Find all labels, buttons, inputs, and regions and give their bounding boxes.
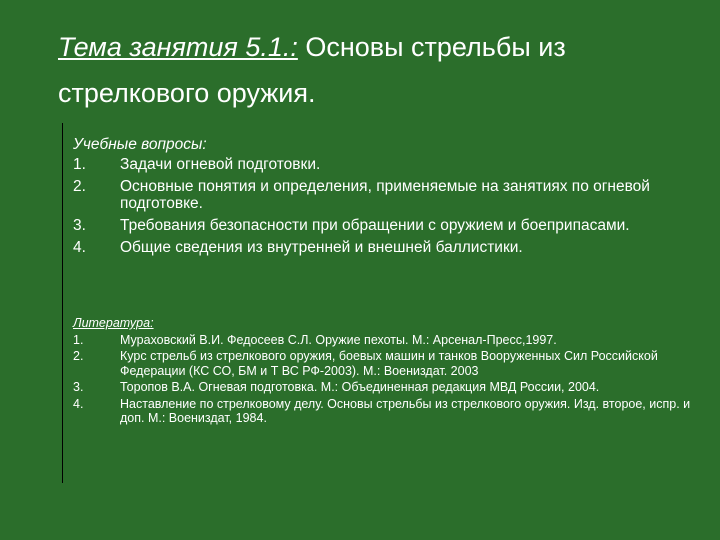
vertical-divider (62, 123, 63, 483)
question-text: Основные понятия и определения, применяемые на занятиях по огневой подготовке. (120, 178, 650, 212)
literature-number: 2. (73, 349, 84, 363)
question-item (73, 178, 693, 212)
question-item (73, 239, 693, 256)
question-item (73, 156, 693, 173)
question-number: 2. (73, 178, 86, 195)
literature-text: Наставление по стрелковому делу. Основы стрельбы из стрелкового оружия. Изд. второе, испр. и доп. М.: Воениздат, 1984. (120, 396, 691, 425)
literature-text: Мураховский В.И. Федосеев С.Л. Оружие пехоты. М.: Арсенал-Пресс,1997. (120, 332, 557, 347)
question-text: Задачи огневой подготовки. (120, 156, 321, 173)
questions-section (73, 136, 693, 261)
literature-number: 3. (73, 380, 84, 394)
literature-item (73, 380, 703, 395)
literature-item (73, 349, 703, 378)
title-text: Основы стрельбы из стрелкового оружия. (58, 32, 566, 108)
literature-number: 1. (73, 332, 84, 347)
question-text: Требования безопасности при обращении с оружием и боеприпасами. (120, 217, 630, 234)
literature-heading: Литература: (73, 316, 154, 330)
literature-item (73, 397, 703, 426)
literature-section (73, 316, 703, 428)
question-number: 3. (73, 217, 86, 234)
literature-text: Курс стрельб из стрелкового оружия, боевых машин и танков Вооруженных Сил Российской Федерации (КС СО, БМ и Т ВС РФ-2003). М.: Воениздат. 2003 (120, 349, 658, 378)
slide-title (58, 24, 698, 116)
question-number: 4. (73, 239, 86, 256)
literature-text: Торопов В.А. Огневая подготовка. М.: Объединенная редакция МВД России, 2004. (120, 380, 600, 394)
literature-number: 4. (73, 396, 84, 411)
questions-heading: Учебные вопросы: (73, 136, 207, 153)
literature-item (73, 333, 703, 348)
question-text: Общие сведения из внутренней и внешней баллистики. (120, 239, 523, 256)
question-number: 1. (73, 156, 86, 173)
title-label: Тема занятия 5.1.: (58, 32, 298, 62)
question-item (73, 217, 693, 234)
